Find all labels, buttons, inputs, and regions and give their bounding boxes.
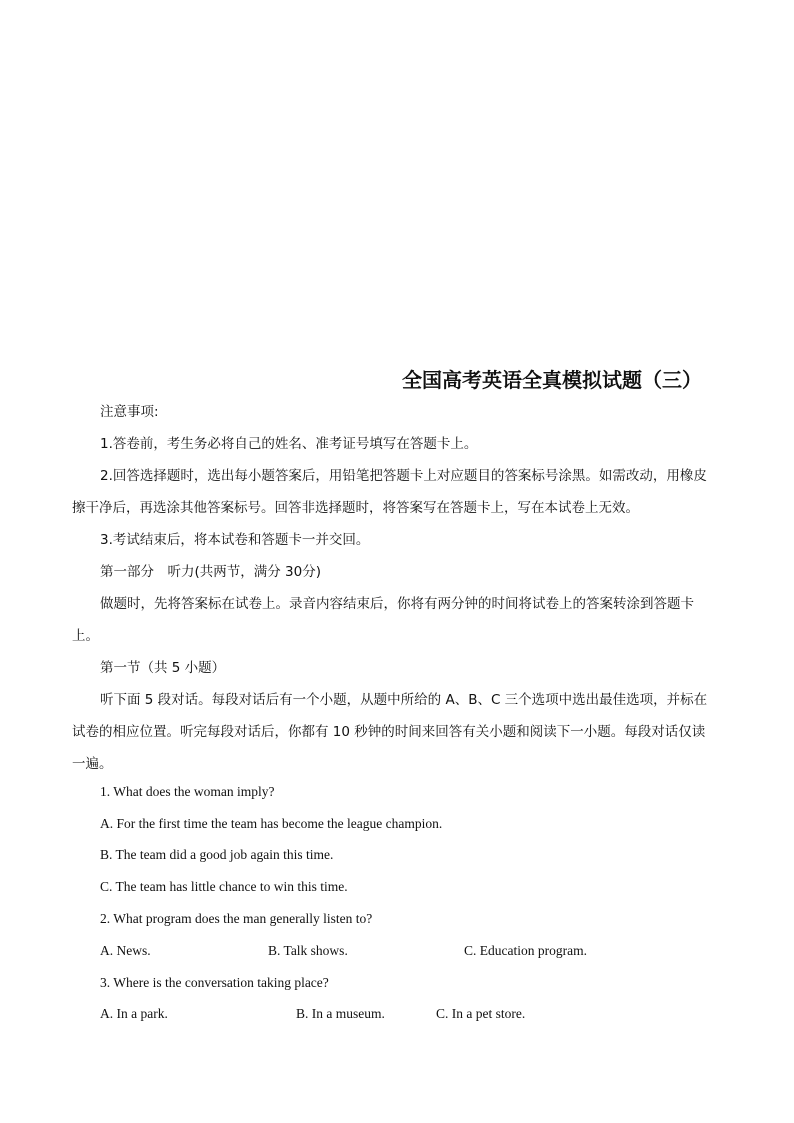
section1-heading: 第一节（共 5 小题）	[100, 660, 226, 676]
notice-heading: 注意事项:	[100, 404, 159, 420]
question-2-option-a: A. News.	[100, 943, 151, 958]
question-1-option-b: B. The team did a good job again this time.	[100, 847, 334, 862]
part1-instruction-continued: 上。	[72, 628, 99, 644]
part1-instruction: 做题时，先将答案标在试卷上。录音内容结束后，你将有两分钟的时间将试卷上的答案转涂到答题卡	[100, 596, 694, 612]
part1-heading: 第一部分 听力(共两节，满分 30分)	[100, 564, 322, 580]
section1-instruction-continued-1: 试卷的相应位置。听完每段对话后，你都有 10 秒钟的时间来回答有关小题和阅读下一小题。每段对话仅读	[72, 724, 706, 740]
section1-instruction: 听下面 5 段对话。每段对话后有一个小题，从题中所给的 A、B、C 三个选项中选出最佳选项，并标在	[100, 692, 708, 708]
question-3-option-a: A. In a park.	[100, 1006, 168, 1021]
question-3-stem: 3. Where is the conversation taking place?	[100, 975, 329, 990]
notice-item-2-continued: 擦干净后，再选涂其他答案标号。回答非选择题时，将答案写在答题卡上，写在本试卷上无效。	[72, 500, 639, 516]
question-1-stem: 1. What does the woman imply?	[100, 784, 275, 799]
notice-item-1: 1.答卷前，考生务必将自己的姓名、准考证号填写在答题卡上。	[100, 436, 478, 452]
question-1-option-a: A. For the first time the team has become the league champion.	[100, 816, 443, 831]
section1-instruction-continued-2: 一遍。	[72, 756, 113, 772]
question-2-option-b: B. Talk shows.	[268, 943, 348, 958]
question-3-option-b: B. In a museum.	[296, 1006, 385, 1021]
notice-item-3: 3.考试结束后，将本试卷和答题卡一并交回。	[100, 532, 370, 548]
exam-title: 全国高考英语全真模拟试题（三）	[402, 368, 702, 392]
notice-item-2: 2.回答选择题时，选出每小题答案后，用铅笔把答题卡上对应题目的答案标号涂黑。如需改动，用橡皮	[100, 468, 707, 484]
question-2-stem: 2. What program does the man generally listen to?	[100, 911, 373, 926]
question-1-option-c: C. The team has little chance to win this time.	[100, 879, 348, 894]
question-2-option-c: C. Education program.	[464, 943, 587, 958]
question-3-option-c: C. In a pet store.	[436, 1006, 526, 1021]
